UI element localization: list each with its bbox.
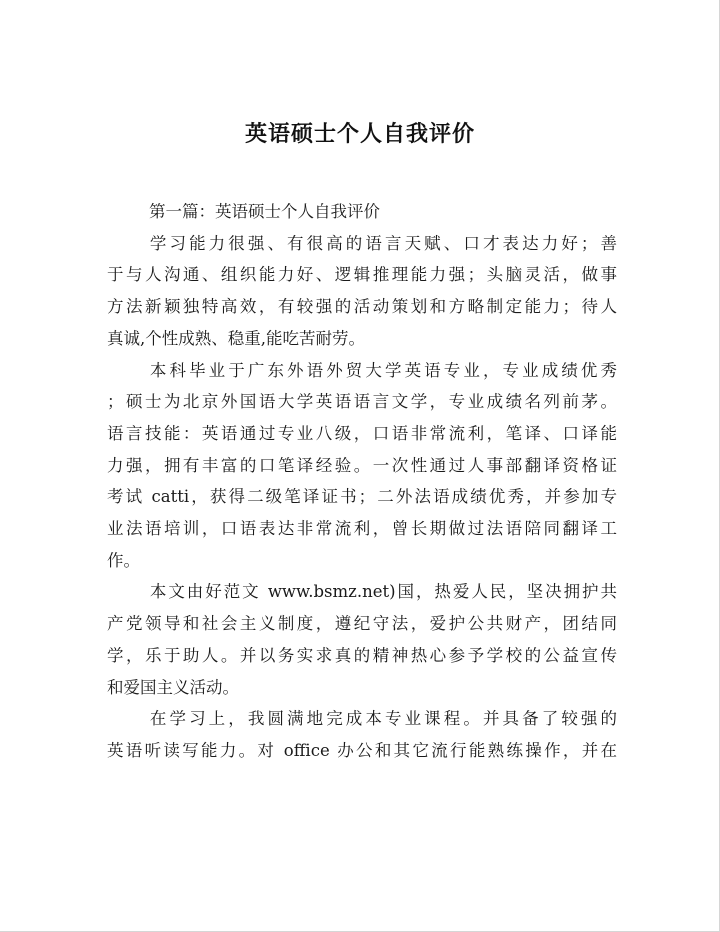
paragraph-line: 真诚,个性成熟、稳重,能吃苦耐劳。 [107,328,365,348]
paragraph-line: 学，乐于助人。并以务实求真的精神热心参予学校的公益宣传 [107,645,617,665]
paragraph-line: 作。 [107,550,140,570]
paragraph-line: 和爱国主义活动。 [107,677,239,697]
paragraph-2 [107,355,617,577]
paragraph-1 [107,228,617,355]
document-title: 英语硕士个人自我评价 [244,122,475,147]
paragraph-line: 英语听读写能力。对 office 办公和其它流行能熟练操作，并在 [107,740,617,760]
paragraph-3 [107,576,617,703]
paragraph-4 [107,703,617,766]
paragraph-line: 本文由好范文 www.bsmz.net)国，热爱人民，坚决拥护共 [149,582,617,602]
paragraph-line: 产党领导和社会主义制度，遵纪守法，爱护公共财产，团结同 [107,614,617,634]
paragraph-line: 语言技能：英语通过专业八级，口语非常流利，笔译、口译能 [107,423,617,443]
section-heading: 第一篇：英语硕士个人自我评价 [149,202,380,221]
paragraph-line: 力强，拥有丰富的口笔译经验。一次性通过人事部翻译资格证 [107,455,617,475]
document-body [107,196,617,767]
paragraph-line: 业法语培训，口语表达非常流利，曾长期做过法语陪同翻译工 [107,519,617,539]
paragraph-line: 于与人沟通、组织能力好、逻辑推理能力强；头脑灵活，做事 [107,265,617,285]
paragraph-line: 方法新颖独特高效，有较强的活动策划和方略制定能力；待人 [107,297,617,317]
paragraph-line: 考试 catti，获得二级笔译证书；二外法语成绩优秀，并参加专 [107,487,617,507]
paragraph-line: ；硕士为北京外国语大学英语语言文学，专业成绩名列前茅。 [107,392,617,412]
paragraph-line: 学习能力很强、有很高的语言天赋、口才表达力好；善 [149,233,617,253]
paragraph-line: 本科毕业于广东外语外贸大学英语专业，专业成绩优秀 [149,360,617,380]
paragraph-line: 在学习上，我圆满地完成本专业课程。并具备了较强的 [149,709,617,729]
